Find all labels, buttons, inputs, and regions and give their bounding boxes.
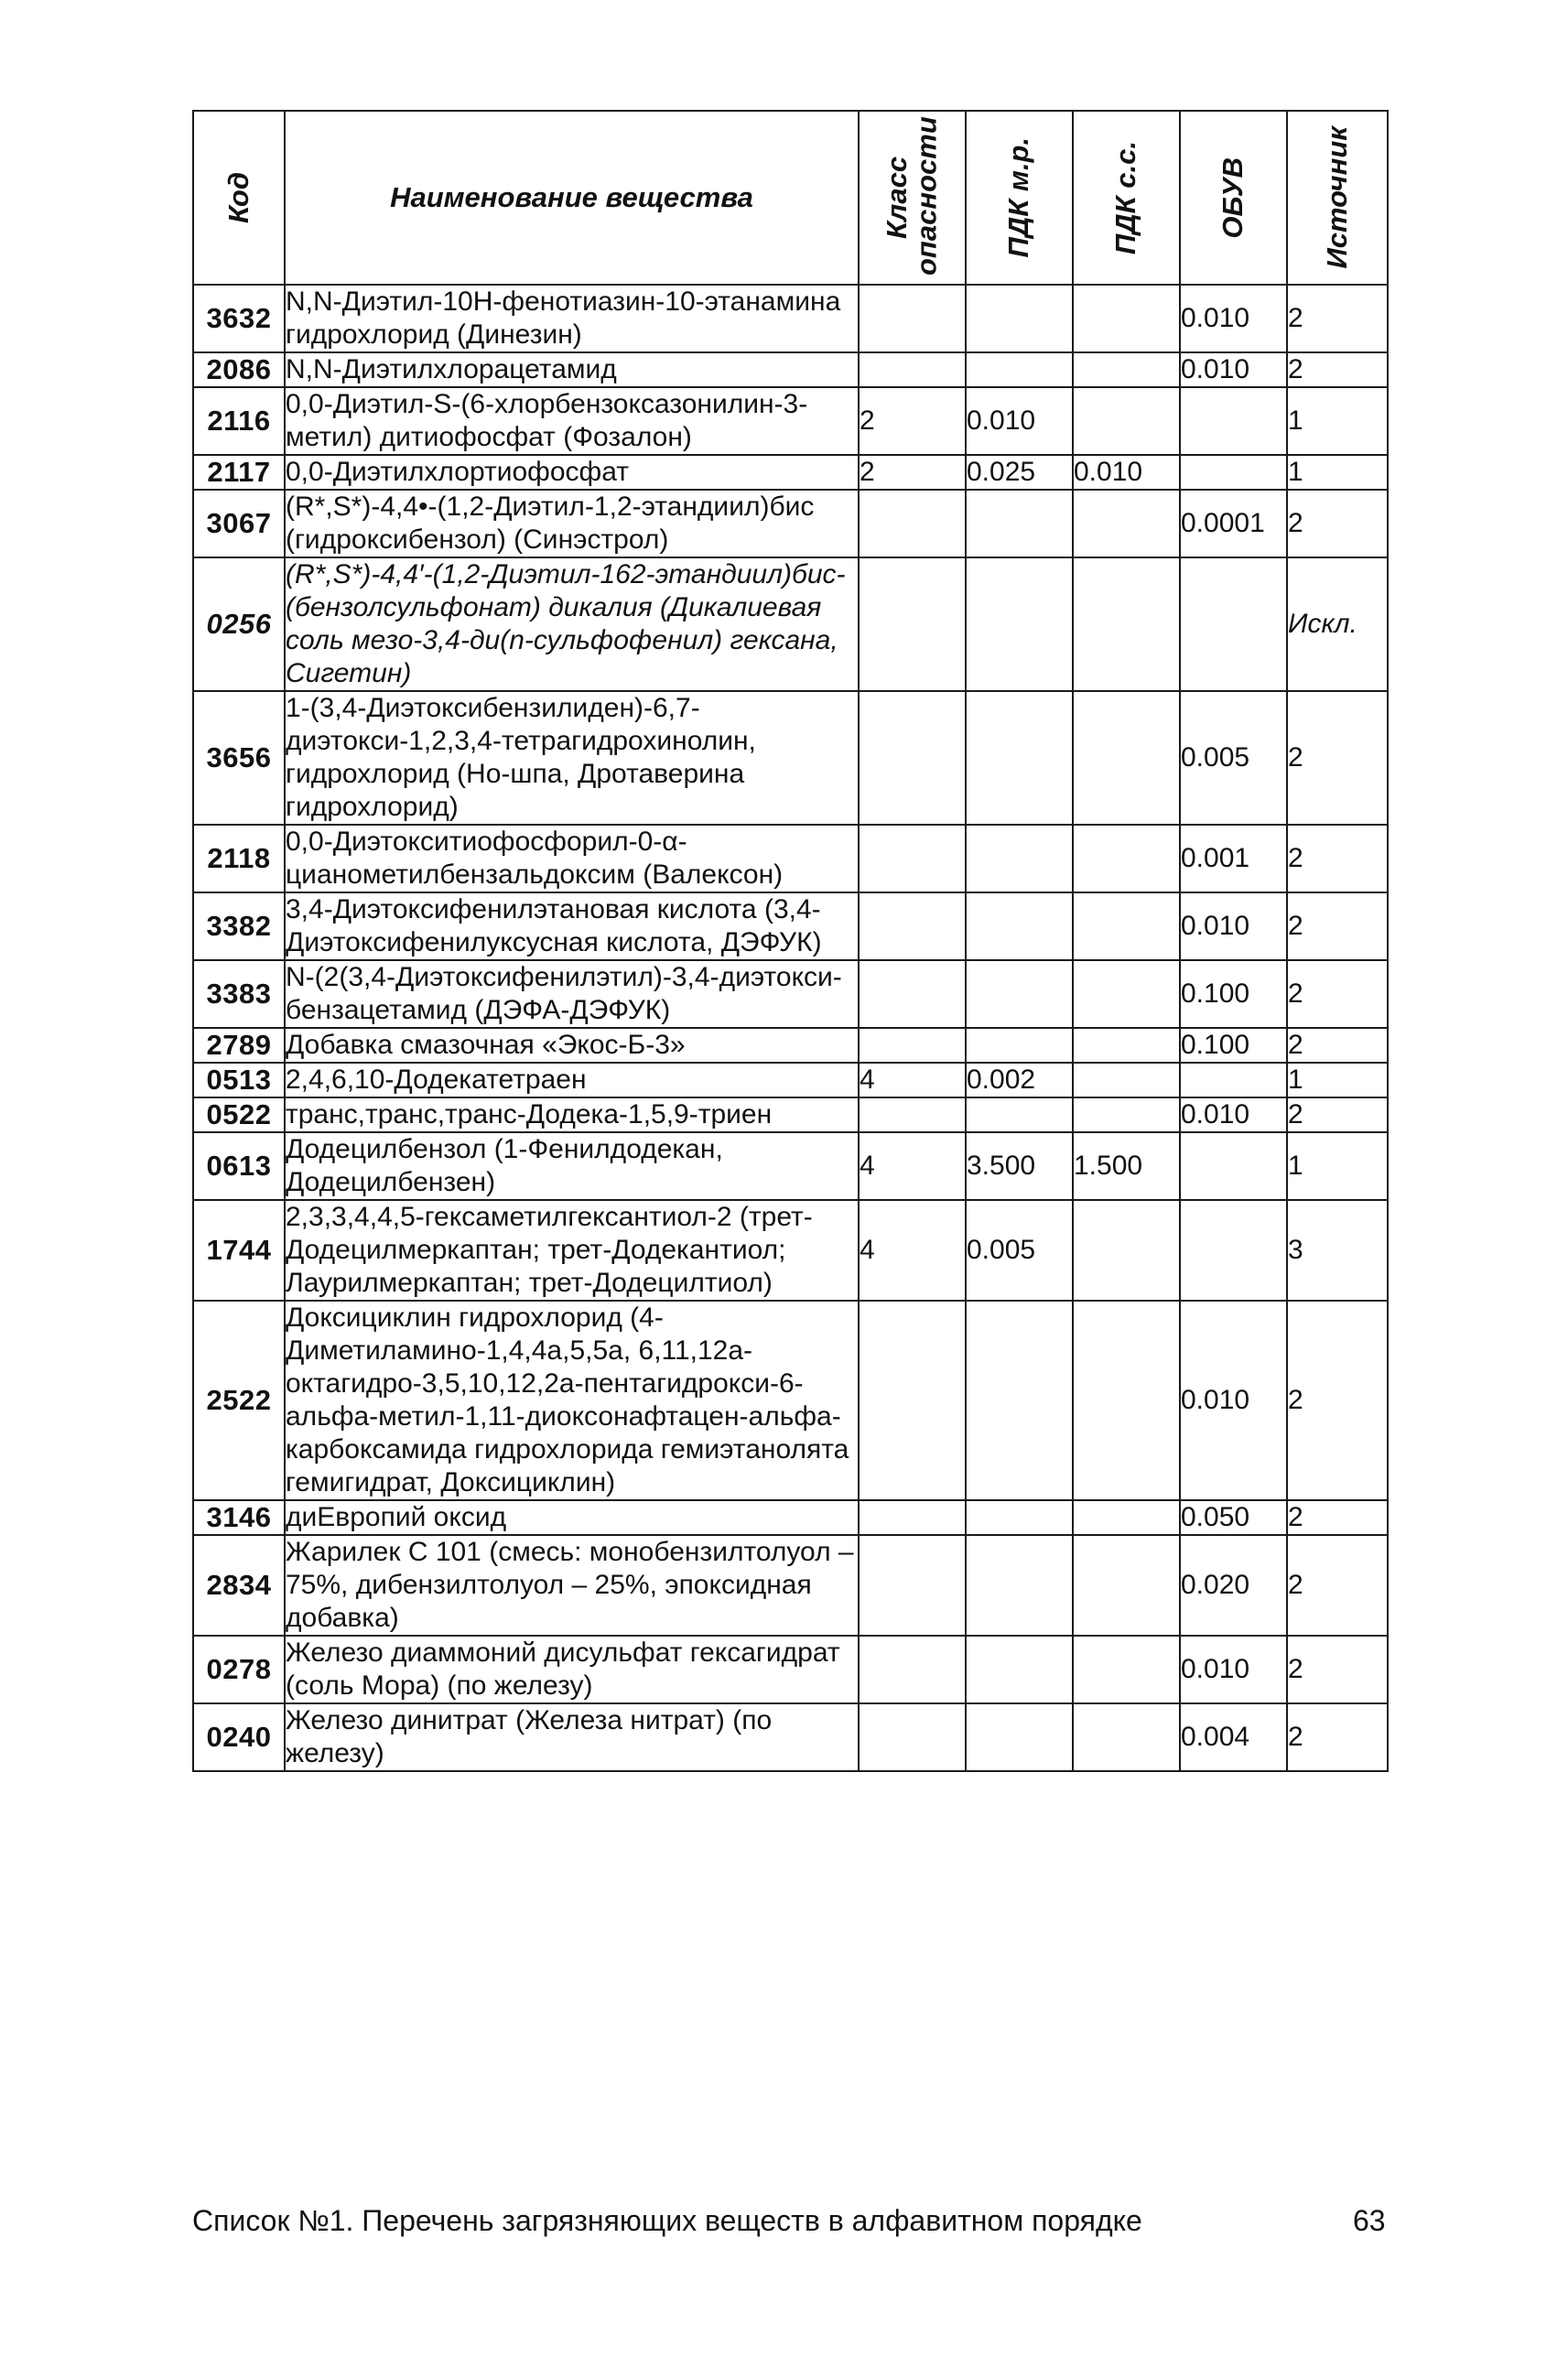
cell-obuv: 0.010 (1180, 352, 1287, 387)
cell-pdk-ss (1073, 825, 1180, 892)
table-row (193, 455, 1388, 490)
cell-source: 1 (1287, 387, 1388, 455)
table-row (193, 1097, 1388, 1132)
cell-hazard-class: 2 (859, 455, 966, 490)
cell-code: 3383 (193, 960, 285, 1028)
cell-code: 0256 (193, 557, 285, 691)
cell-source: 2 (1287, 352, 1388, 387)
header-pdk-ss: ПДК с.с. (1073, 111, 1180, 285)
cell-pdk-ss (1073, 1301, 1180, 1500)
cell-obuv (1180, 1200, 1287, 1301)
cell-pdk-ss (1073, 691, 1180, 825)
cell-pdk-ss (1073, 557, 1180, 691)
cell-hazard-class (859, 1097, 966, 1132)
cell-source: 2 (1287, 1301, 1388, 1500)
cell-pdk-ss (1073, 1028, 1180, 1063)
cell-name: Доксициклин гидрохлорид (4-Диметиламино-1,4,4а,5,5а, 6,11,12а-октагидро-3,5,10,12,2а-пентагидрокси-6-альфа-метил-1,11-диоксонафтацен-альфа-карбоксамида гидрохлорида гемиэтанолята гемигидрат, Доксициклин) (285, 1301, 859, 1500)
table-row (193, 691, 1388, 825)
cell-pdk-ss (1073, 1200, 1180, 1301)
table-row (193, 285, 1388, 352)
cell-pdk-mr (966, 490, 1073, 557)
cell-pdk-mr (966, 352, 1073, 387)
cell-name: 0,0-Диэтокситиофосфорил-0-α-цианометилбензальдоксим (Валексон) (285, 825, 859, 892)
cell-pdk-ss (1073, 892, 1180, 960)
cell-pdk-mr (966, 285, 1073, 352)
cell-pdk-ss (1073, 960, 1180, 1028)
cell-code: 0278 (193, 1636, 285, 1703)
cell-pdk-mr (966, 825, 1073, 892)
cell-code: 3382 (193, 892, 285, 960)
cell-pdk-mr (966, 1301, 1073, 1500)
cell-pdk-ss: 1.500 (1073, 1132, 1180, 1200)
cell-pdk-ss (1073, 1703, 1180, 1771)
cell-name: Додецилбензол (1-Фенилдодекан, Додецилбензен) (285, 1132, 859, 1200)
table-header-row (193, 111, 1388, 285)
table-row (193, 1703, 1388, 1771)
cell-name: Железо динитрат (Железа нитрат) (по железу) (285, 1703, 859, 1771)
cell-name: 1-(3,4-Диэтоксибензилиден)-6,7-диэтокси-1,2,3,4-тетрагидрохинолин, гидрохлорид (Но-шпа, Дротаверина гидрохлорид) (285, 691, 859, 825)
cell-obuv (1180, 557, 1287, 691)
cell-obuv: 0.020 (1180, 1535, 1287, 1636)
cell-pdk-mr: 0.002 (966, 1063, 1073, 1097)
cell-pdk-ss (1073, 1500, 1180, 1535)
cell-pdk-ss (1073, 387, 1180, 455)
cell-code: 2118 (193, 825, 285, 892)
cell-code: 3146 (193, 1500, 285, 1535)
cell-hazard-class (859, 1500, 966, 1535)
cell-obuv: 0.010 (1180, 1097, 1287, 1132)
cell-code: 2116 (193, 387, 285, 455)
cell-code: 2086 (193, 352, 285, 387)
cell-code: 0240 (193, 1703, 285, 1771)
cell-source: 2 (1287, 1028, 1388, 1063)
table-row (193, 352, 1388, 387)
cell-name: Железо диаммоний дисульфат гексагидрат (соль Мора) (по железу) (285, 1636, 859, 1703)
cell-pdk-mr: 0.025 (966, 455, 1073, 490)
cell-hazard-class: 2 (859, 387, 966, 455)
cell-hazard-class (859, 1636, 966, 1703)
cell-pdk-mr: 0.005 (966, 1200, 1073, 1301)
cell-name: диЕвропий оксид (285, 1500, 859, 1535)
cell-hazard-class: 4 (859, 1063, 966, 1097)
cell-obuv: 0.010 (1180, 1636, 1287, 1703)
cell-hazard-class (859, 352, 966, 387)
header-code: Код (193, 111, 285, 285)
cell-pdk-mr (966, 892, 1073, 960)
cell-source: 1 (1287, 1063, 1388, 1097)
cell-pdk-ss (1073, 490, 1180, 557)
header-pdk-mr: ПДК м.р. (966, 111, 1073, 285)
header-obuv: ОБУВ (1180, 111, 1287, 285)
cell-hazard-class: 4 (859, 1132, 966, 1200)
cell-source: 2 (1287, 285, 1388, 352)
cell-obuv: 0.050 (1180, 1500, 1287, 1535)
cell-obuv: 0.001 (1180, 825, 1287, 892)
table-body (193, 285, 1388, 1771)
cell-name: Добавка смазочная «Экос-Б-3» (285, 1028, 859, 1063)
cell-pdk-mr (966, 1097, 1073, 1132)
cell-pdk-mr (966, 1703, 1073, 1771)
cell-name: N,N-Диэтил-10Н-фенотиазин-10-этанамина гидрохлорид (Динезин) (285, 285, 859, 352)
cell-name: 0,0-Диэтилхлортиофосфат (285, 455, 859, 490)
cell-obuv (1180, 387, 1287, 455)
cell-code: 0522 (193, 1097, 285, 1132)
cell-obuv: 0.100 (1180, 1028, 1287, 1063)
cell-code: 3632 (193, 285, 285, 352)
cell-pdk-mr (966, 960, 1073, 1028)
cell-name: N-(2(3,4-Диэтоксифенилэтил)-3,4-диэтокси-бензацетамид (ДЭФА-ДЭФУК) (285, 960, 859, 1028)
cell-pdk-mr (966, 1535, 1073, 1636)
table-row (193, 387, 1388, 455)
cell-name: 3,4-Диэтоксифенилэтановая кислота (3,4-Диэтоксифенилуксусная кислота, ДЭФУК) (285, 892, 859, 960)
cell-hazard-class (859, 1301, 966, 1500)
cell-pdk-ss (1073, 1535, 1180, 1636)
cell-obuv (1180, 1063, 1287, 1097)
cell-pdk-ss (1073, 352, 1180, 387)
cell-name: 0,0-Диэтил-S-(6-хлорбензоксазонилин-3-метил) дитиофосфат (Фозалон) (285, 387, 859, 455)
table-row (193, 557, 1388, 691)
table-row (193, 1200, 1388, 1301)
cell-obuv: 0.010 (1180, 1301, 1287, 1500)
cell-obuv: 0.010 (1180, 892, 1287, 960)
cell-hazard-class (859, 892, 966, 960)
cell-source: 2 (1287, 1636, 1388, 1703)
cell-hazard-class (859, 1703, 966, 1771)
table-row (193, 1063, 1388, 1097)
header-hazard-class: Класс опасности (859, 111, 966, 285)
cell-source: 1 (1287, 1132, 1388, 1200)
cell-hazard-class (859, 490, 966, 557)
table-row (193, 892, 1388, 960)
cell-obuv: 0.100 (1180, 960, 1287, 1028)
table-row (193, 1535, 1388, 1636)
cell-obuv: 0.0001 (1180, 490, 1287, 557)
cell-source: 1 (1287, 455, 1388, 490)
footer-caption: Список №1. Перечень загрязняющих веществ в алфавитном порядке (192, 2204, 1142, 2237)
header-name: Наименование вещества (285, 111, 859, 285)
cell-code: 0513 (193, 1063, 285, 1097)
cell-source: 2 (1287, 1703, 1388, 1771)
cell-pdk-ss (1073, 1097, 1180, 1132)
table-row (193, 1301, 1388, 1500)
cell-pdk-mr (966, 691, 1073, 825)
cell-hazard-class (859, 691, 966, 825)
table-row (193, 1028, 1388, 1063)
cell-hazard-class (859, 557, 966, 691)
cell-pdk-ss (1073, 1636, 1180, 1703)
cell-source: 2 (1287, 1097, 1388, 1132)
header-source: Источник (1287, 111, 1388, 285)
cell-name: Жарилек С 101 (смесь: монобензилтолуол – 75%, дибензилтолуол – 25%, эпоксидная добавка) (285, 1535, 859, 1636)
cell-obuv: 0.010 (1180, 285, 1287, 352)
cell-pdk-mr: 0.010 (966, 387, 1073, 455)
cell-name: N,N-Диэтилхлорацетамид (285, 352, 859, 387)
cell-source: Искл. (1287, 557, 1388, 691)
table-row (193, 825, 1388, 892)
cell-hazard-class (859, 825, 966, 892)
cell-pdk-mr (966, 557, 1073, 691)
cell-pdk-ss (1073, 285, 1180, 352)
cell-source: 2 (1287, 1500, 1388, 1535)
cell-hazard-class (859, 960, 966, 1028)
table-row (193, 490, 1388, 557)
table-row (193, 1132, 1388, 1200)
cell-pdk-mr (966, 1028, 1073, 1063)
cell-hazard-class (859, 1028, 966, 1063)
cell-code: 2834 (193, 1535, 285, 1636)
cell-source: 2 (1287, 490, 1388, 557)
cell-source: 2 (1287, 960, 1388, 1028)
cell-pdk-mr: 3.500 (966, 1132, 1073, 1200)
cell-name: 2,3,3,4,4,5-гексаметилгексантиол-2 (трет-Додецилмеркаптан; трет-Додекантиол; Лаурилмеркаптан; трет-Додецилтиол) (285, 1200, 859, 1301)
cell-hazard-class: 4 (859, 1200, 966, 1301)
table-row (193, 960, 1388, 1028)
cell-pdk-ss (1073, 1063, 1180, 1097)
cell-code: 2117 (193, 455, 285, 490)
cell-source: 3 (1287, 1200, 1388, 1301)
substances-table (192, 110, 1389, 1772)
cell-obuv (1180, 455, 1287, 490)
cell-code: 1744 (193, 1200, 285, 1301)
cell-obuv: 0.004 (1180, 1703, 1287, 1771)
cell-source: 2 (1287, 691, 1388, 825)
table-row (193, 1500, 1388, 1535)
cell-source: 2 (1287, 892, 1388, 960)
cell-name: (R*,S*)-4,4′-(1,2-Диэтил-162-этандиил)бис-(бензолсульфонат) дикалия (Дикалиевая соль мезо-3,4-ди(n-сульфофенил) гексана, Сигетин) (285, 557, 859, 691)
cell-source: 2 (1287, 1535, 1388, 1636)
cell-pdk-mr (966, 1636, 1073, 1703)
cell-name: (R*,S*)-4,4•-(1,2-Диэтил-1,2-этандиил)бис (гидроксибензол) (Синэстрол) (285, 490, 859, 557)
page-number: 63 (1353, 2204, 1386, 2237)
cell-hazard-class (859, 1535, 966, 1636)
cell-hazard-class (859, 285, 966, 352)
cell-pdk-ss: 0.010 (1073, 455, 1180, 490)
cell-obuv: 0.005 (1180, 691, 1287, 825)
cell-name: 2,4,6,10-Додекатетраен (285, 1063, 859, 1097)
cell-code: 2522 (193, 1301, 285, 1500)
cell-name: транс,транс,транс-Додека-1,5,9-триен (285, 1097, 859, 1132)
cell-code: 3067 (193, 490, 285, 557)
cell-source: 2 (1287, 825, 1388, 892)
cell-obuv (1180, 1132, 1287, 1200)
cell-code: 2789 (193, 1028, 285, 1063)
cell-code: 0613 (193, 1132, 285, 1200)
table-row (193, 1636, 1388, 1703)
cell-pdk-mr (966, 1500, 1073, 1535)
cell-code: 3656 (193, 691, 285, 825)
